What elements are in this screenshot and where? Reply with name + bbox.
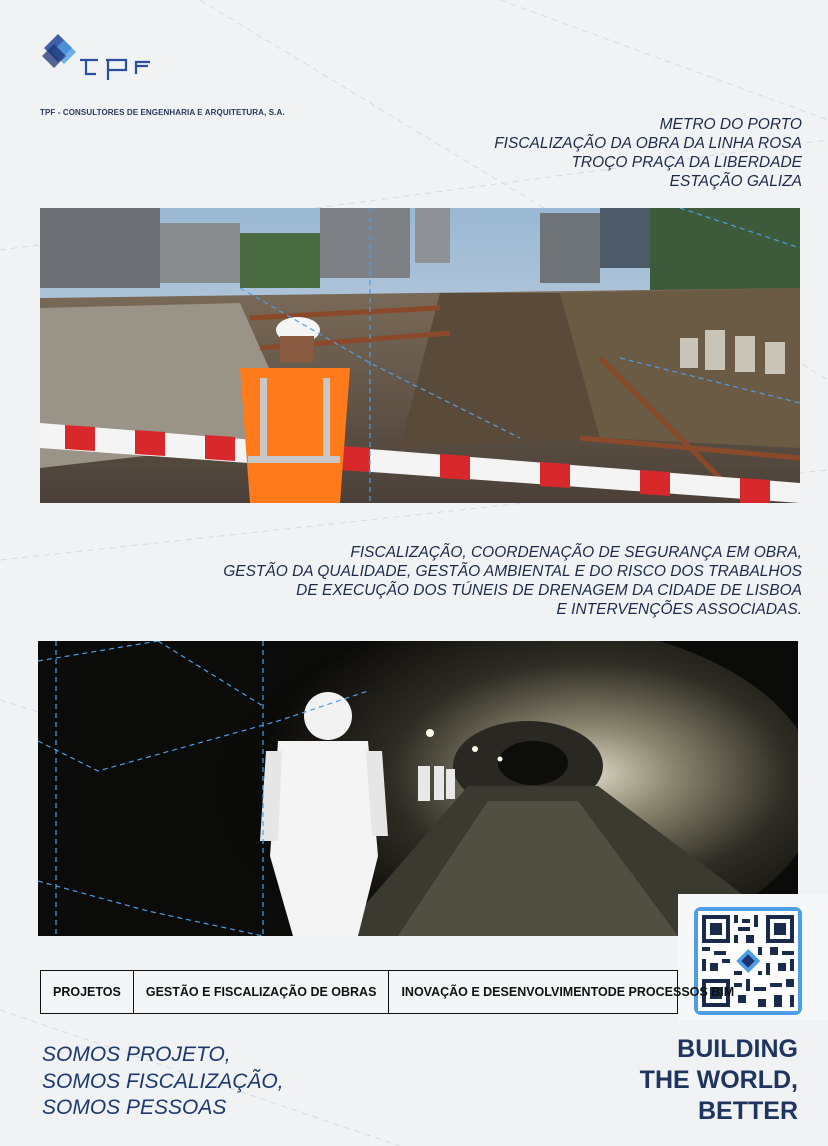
heading-line: FISCALIZAÇÃO DA OBRA DA LINHA ROSA (494, 135, 802, 152)
service-line: DE PROCESSOS BIM (607, 984, 735, 999)
service-projetos: PROJETOS (41, 971, 134, 1013)
heading-line: TROÇO PRAÇA DA LIBERDADE (571, 154, 802, 171)
construction-site-photo (40, 208, 800, 503)
slogan-line: BETTER (698, 1097, 798, 1125)
heading-line: E INTERVENÇÕES ASSOCIADAS. (556, 601, 802, 618)
slogan-line: SOMOS PROJETO, (42, 1043, 231, 1066)
slogan-line: BUILDING (677, 1035, 798, 1063)
drainage-tunnel-photo (38, 641, 798, 936)
heading-line: DE EXECUÇÃO DOS TÚNEIS DE DRENAGEM DA CIDADE DE LISBOA (296, 582, 802, 599)
project-metro-porto-heading (302, 115, 802, 191)
slogan-somos (42, 1042, 284, 1122)
heading-line: METRO DO PORTO (659, 116, 802, 133)
heading-line: FISCALIZAÇÃO, COORDENAÇÃO DE SEGURANÇA EM OBRA, (350, 544, 802, 561)
project-lisboa-tunnels-heading (102, 543, 802, 619)
heading-line: GESTÃO DA QUALIDADE, GESTÃO AMBIENTAL E DO RISCO DOS TRABALHOS (223, 563, 802, 580)
service-line: INOVAÇÃO E DESENVOLVIMENTO (401, 984, 608, 999)
company-name: TPF - CONSULTORES DE ENGENHARIA E ARQUITETURA, S.A. (40, 108, 285, 117)
slogan-line: SOMOS PESSOAS (42, 1096, 227, 1119)
heading-line: ESTAÇÃO GALIZA (669, 173, 802, 190)
services-bar (40, 970, 735, 1014)
tpf-logo (40, 30, 180, 90)
slogan-line: THE WORLD, (639, 1066, 798, 1094)
slogan-building-the-world (640, 1034, 798, 1127)
service-gestao-fiscalizacao: GESTÃO E FISCALIZAÇÃO DE OBRAS (134, 971, 390, 1013)
service-inovacao-bim (389, 971, 746, 1013)
slogan-line: SOMOS FISCALIZAÇÃO, (42, 1069, 284, 1093)
